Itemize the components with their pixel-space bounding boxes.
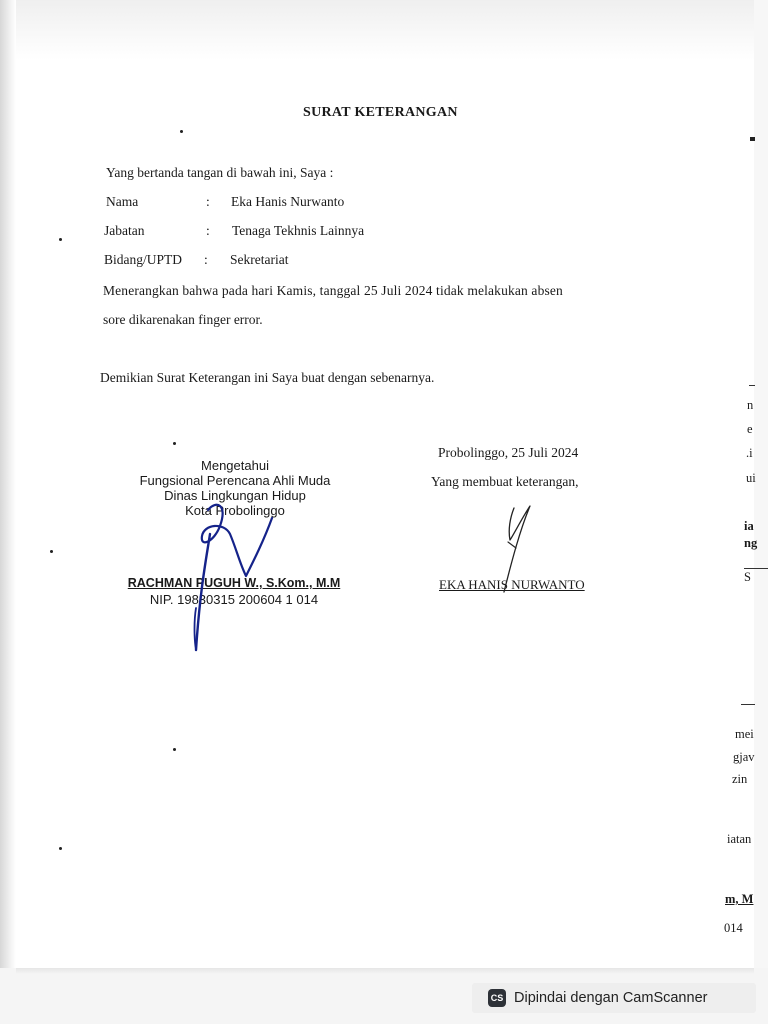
camscanner-label: Dipindai dengan CamScanner — [514, 990, 708, 1006]
letter-intro: Yang bertanda tangan di bawah ini, Saya : — [106, 165, 334, 180]
adjacent-page-fragment: 014 — [724, 921, 743, 935]
adjacent-page-fragment: ui — [746, 471, 756, 485]
field-separator: : — [206, 194, 210, 209]
field-value-bidang: Sekretariat — [230, 252, 289, 267]
field-separator: : — [204, 252, 208, 267]
adjacent-page-fragment: e — [747, 422, 753, 436]
adjacent-page-strip — [754, 0, 768, 975]
adjacent-page-fragment: m, M — [725, 892, 754, 906]
adjacent-page-fragment: S — [744, 568, 768, 585]
field-value-jabatan: Tenaga Tekhnis Lainnya — [232, 223, 365, 238]
letter-body-line-2: sore dikarenakan finger error. — [103, 312, 263, 327]
field-label-jabatan: Jabatan — [104, 223, 145, 238]
field-label-nama: Nama — [106, 194, 139, 209]
adjacent-page-rule — [741, 704, 755, 705]
scan-speck — [59, 238, 62, 241]
maker-heading: Yang membuat keterangan, — [431, 474, 579, 489]
approver-name: RACHMAN PUGUH W., S.Kom., M.M — [127, 576, 341, 590]
camscanner-logo-icon: CS — [488, 989, 506, 1007]
adjacent-page-fragment: n — [747, 398, 754, 412]
letter-body-line-1: Menerangkan bahwa pada hari Kamis, tanggal 25 Juli 2024 tidak melakukan absen — [103, 283, 563, 298]
adjacent-page-fragment: zin — [732, 772, 748, 786]
scan-speck — [180, 130, 183, 133]
adjacent-page-fragment: gjav — [733, 750, 755, 764]
scan-speck — [173, 748, 176, 751]
maker-place-date: Probolinggo, 25 Juli 2024 — [438, 445, 579, 460]
field-separator: : — [206, 223, 210, 238]
letter-title: SURAT KETERANGAN — [303, 105, 458, 120]
maker-name: EKA HANIS NURWANTO — [439, 577, 585, 592]
adjacent-page-rule — [749, 385, 755, 386]
letter-closing: Demikian Surat Keterangan ini Saya buat dengan sebenarnya. — [100, 370, 435, 385]
approver-city: Kota Probolinggo — [185, 503, 285, 518]
approver-nip: NIP. 19830315 200604 1 014 — [149, 592, 319, 607]
field-value-nama: Eka Hanis Nurwanto — [231, 194, 345, 209]
scan-speck — [50, 550, 53, 553]
camscanner-badge — [472, 983, 756, 1013]
scan-left-shadow — [0, 0, 16, 975]
scan-speck — [59, 847, 62, 850]
scan-speck — [750, 137, 755, 141]
scan-speck — [173, 442, 176, 445]
adjacent-page-fragment: iatan — [727, 832, 752, 846]
adjacent-page-fragment: ng — [744, 536, 758, 550]
scan-bottom-shadow — [16, 968, 754, 974]
approver-office: Dinas Lingkungan Hidup — [164, 488, 306, 503]
adjacent-page-fragment: mei — [735, 727, 754, 741]
approver-role: Fungsional Perencana Ahli Muda — [139, 473, 331, 488]
scan-top-shadow — [0, 0, 768, 60]
approver-heading: Mengetahui — [201, 458, 269, 473]
field-label-bidang: Bidang/UPTD — [104, 252, 183, 267]
adjacent-page-fragment: .i — [746, 446, 753, 460]
adjacent-page-fragment: ia — [744, 519, 754, 533]
